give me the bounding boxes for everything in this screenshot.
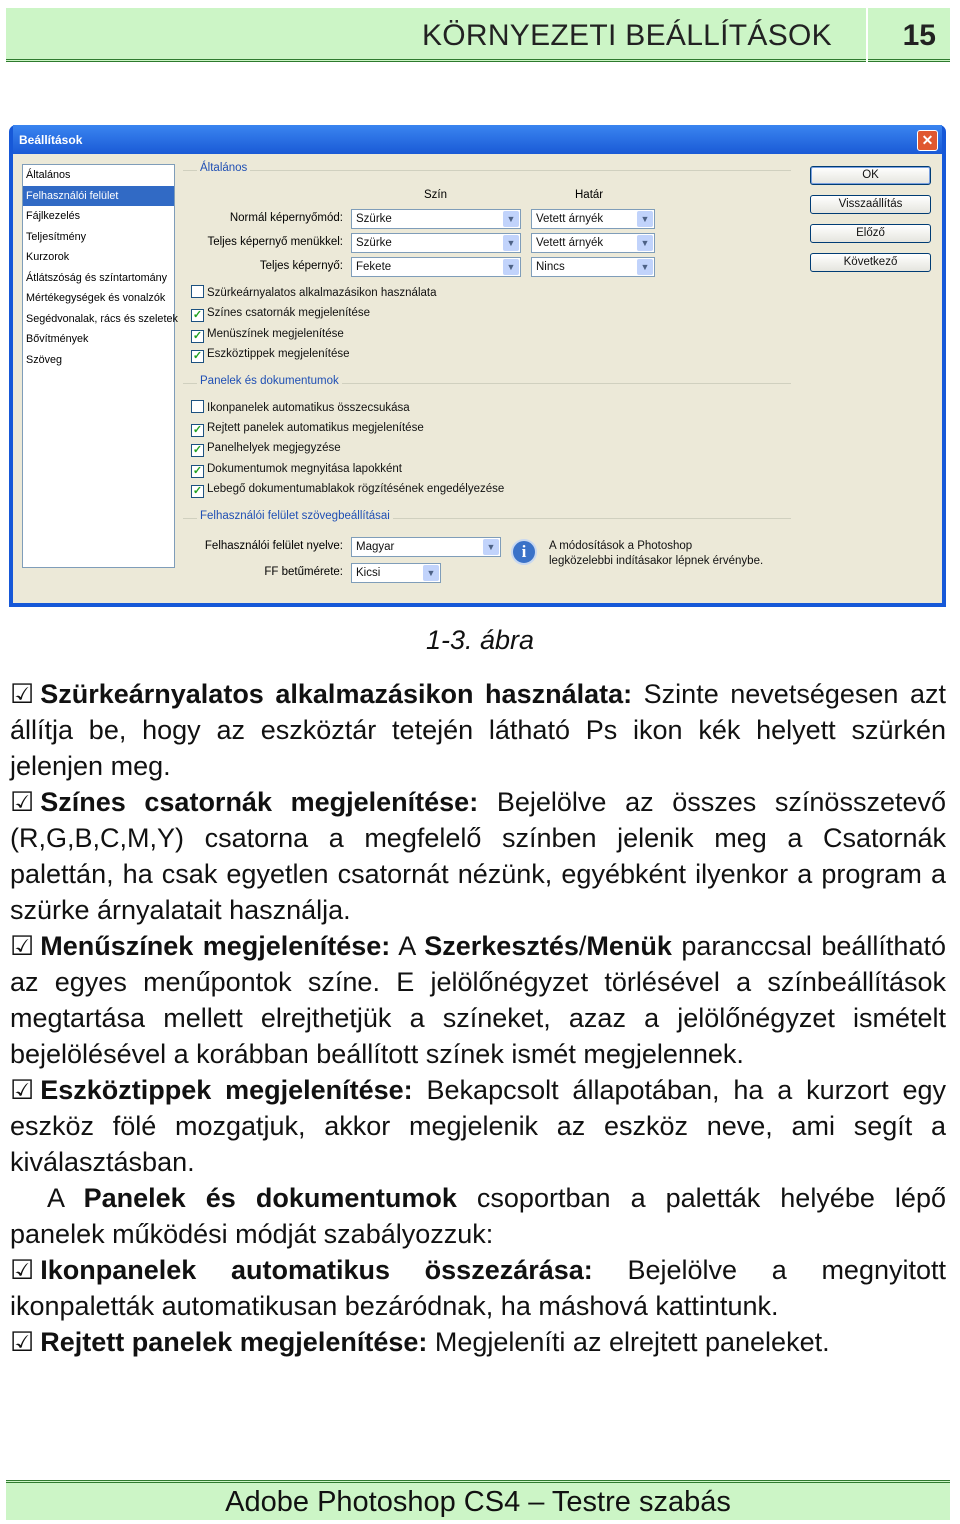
term: Ikonpanelek automatikus összezárása:	[40, 1255, 593, 1285]
category-list	[22, 164, 178, 568]
nav-item-transparency[interactable]: Átlátszóság és színtartomány	[26, 271, 168, 284]
page-header	[6, 8, 950, 62]
description: Bejelölve a megnyitott ikonpaletták automatikusan bezáródnak, ha máshová kattintunk.	[10, 1255, 946, 1321]
nav-item-type[interactable]: Szöveg	[26, 353, 63, 366]
checkbox-label: Rejtett panelek automatikus megjelenítése	[207, 422, 424, 434]
chevron-down-icon: ▼	[637, 211, 653, 227]
fullmenu-color-value: Szürke	[356, 237, 392, 249]
checkbox-remember-panel-locations[interactable]	[191, 441, 341, 457]
term: Szürkeárnyalatos alkalmazásikon használata:	[40, 679, 633, 709]
checkbox-label: Ikonpanelek automatikus összecsukása	[207, 402, 410, 414]
normal-color-select[interactable]	[351, 209, 521, 229]
description: Megjeleníti az elrejtett paneleket.	[427, 1327, 830, 1357]
checkbox-box[interactable]	[191, 400, 204, 413]
checkbox-icon: ☑	[10, 1327, 35, 1357]
checkbox-box[interactable]: ✓	[192, 485, 203, 497]
paragraph	[10, 1324, 946, 1360]
normal-border-select[interactable]	[531, 209, 655, 229]
paragraph	[10, 1072, 946, 1180]
checkbox-label: Eszköztippek megjelenítése	[207, 348, 350, 360]
checkbox-color-channels[interactable]	[191, 306, 370, 322]
checkbox-label: Menüszínek megjelenítése	[207, 328, 344, 340]
nav-item-plugins[interactable]: Bővítmények	[26, 333, 89, 345]
group-ui-text	[183, 510, 791, 522]
dialog-titlebar	[13, 125, 942, 154]
note-line-1: A módosítások a Photoshop	[549, 540, 693, 552]
checkbox-icon: ☑	[10, 679, 35, 709]
note-line-2: legközelebbi indításakor lépnek érvénybe.	[549, 555, 764, 567]
chevron-down-icon: ▼	[637, 259, 653, 275]
term: Színes csatornák megjelenítése:	[40, 787, 479, 817]
chevron-down-icon: ▼	[423, 565, 439, 581]
paragraph	[10, 1180, 946, 1252]
close-icon[interactable]: ✕	[917, 130, 938, 151]
checkbox-icon: ☑	[10, 931, 35, 961]
page-number: 15	[902, 19, 936, 52]
checkbox-box[interactable]	[191, 285, 204, 298]
ui-font-size-value: Kicsi	[356, 567, 381, 579]
description: Szinte nevetségesen azt állítja be, hogy az eszköztár tetején látható Ps ikon kék helyett szürkén jelenjen meg.	[10, 679, 946, 781]
row-fullmenu-label: Teljes képernyő menükkel:	[207, 236, 343, 248]
checkbox-box[interactable]: ✓	[192, 309, 203, 321]
group-general	[183, 162, 791, 174]
nav-item-guides[interactable]: Segédvonalak, rács és szeletek	[26, 312, 178, 325]
checkbox-show-hidden-panels[interactable]	[191, 421, 424, 437]
checkbox-menu-colors[interactable]	[191, 327, 344, 343]
dialog-title: Beállítások	[19, 133, 83, 147]
description: A	[390, 931, 425, 961]
term: Eszköztippek megjelenítése:	[40, 1075, 413, 1105]
nav-item-general[interactable]: Általános	[26, 169, 71, 181]
nav-item-performance[interactable]: Teljesítmény	[26, 230, 87, 243]
body-text	[10, 676, 946, 1360]
nav-item-cursors[interactable]: Kurzorok	[26, 251, 70, 263]
chevron-down-icon: ▼	[503, 235, 519, 251]
footer-text: Adobe Photoshop CS4 – Testre szabás	[225, 1486, 731, 1518]
normal-color-value: Szürke	[356, 213, 392, 225]
fullmenu-color-select[interactable]	[351, 233, 521, 253]
col-border-header: Határ	[575, 189, 604, 201]
ui-language-label: Felhasználói felület nyelve:	[204, 540, 343, 552]
prev-button[interactable]: Előző	[810, 224, 931, 243]
checkbox-floating-docking[interactable]	[191, 482, 504, 498]
paragraph	[10, 784, 946, 928]
group-ui-text-label: Felhasználói felület szövegbeállításai	[197, 510, 393, 522]
nav-item-file-handling[interactable]: Fájlkezelés	[26, 210, 81, 222]
description: /	[578, 931, 587, 961]
paragraph	[10, 1252, 946, 1324]
checkbox-box[interactable]: ✓	[192, 465, 203, 477]
chevron-down-icon: ▼	[503, 259, 519, 275]
description: paranccsal beállítható az egyes menűpontok színe. E jelölőnégyzet törlésével a színbeállítások megtartása mellett elrejthetjük a színeket, azaz a jelölőnégyzet ismételt bejelölésével a korábban beállított színek ismét megjelennek.	[10, 931, 946, 1069]
full-border-value: Nincs	[536, 261, 565, 273]
full-color-value: Fekete	[356, 261, 392, 273]
term: Szerkesztés	[424, 931, 579, 961]
checkbox-grayscale-icon[interactable]	[191, 285, 436, 300]
ui-font-size-label: FF betűmérete:	[264, 566, 343, 578]
full-border-select[interactable]	[531, 257, 655, 277]
fullmenu-border-value: Vetett árnyék	[536, 237, 604, 249]
next-button[interactable]: Következő	[810, 253, 931, 272]
chevron-down-icon: ▼	[483, 539, 499, 555]
checkbox-icon: ☑	[10, 1255, 35, 1285]
checkbox-open-as-tabs[interactable]	[191, 462, 402, 478]
chapter-title: KÖRNYEZETI BEÁLLÍTÁSOK	[421, 19, 832, 52]
checkbox-box[interactable]: ✓	[192, 330, 203, 342]
ui-language-value: Magyar	[356, 541, 395, 553]
col-color-header: Szín	[424, 189, 448, 201]
checkbox-label: Lebegő dokumentumablakok rögzítésének engedélyezése	[207, 483, 505, 495]
info-icon: i	[511, 539, 537, 565]
group-panels	[183, 375, 791, 387]
settings-dialog	[9, 125, 946, 607]
checkbox-box[interactable]: ✓	[192, 444, 203, 456]
nav-item-units[interactable]: Mértékegységek és vonalzók	[26, 292, 166, 304]
group-general-label: Általános	[197, 162, 250, 174]
checkbox-label: Szürkeárnyalatos alkalmazásikon használata	[207, 287, 437, 299]
description: csoportban a paletták helyébe lépő panelek működési módját szabályozzuk:	[10, 1183, 946, 1249]
ok-button[interactable]: OK	[810, 166, 931, 185]
row-normal-label: Normál képernyőmód:	[229, 212, 343, 224]
paragraph	[10, 928, 946, 1072]
checkbox-icon: ☑	[10, 1075, 35, 1105]
checkbox-box[interactable]: ✓	[192, 350, 203, 362]
row-full-label: Teljes képernyő:	[259, 260, 343, 272]
paragraph	[10, 676, 946, 784]
term: Panelek és dokumentumok	[83, 1183, 457, 1213]
header-separator	[866, 8, 868, 62]
nav-item-interface[interactable]: Felhasználói felület	[23, 186, 174, 207]
ui-font-size-select[interactable]	[351, 563, 441, 583]
figure-caption: 1-3. ábra	[425, 625, 535, 655]
description: A	[47, 1183, 84, 1213]
checkbox-icon: ☑	[10, 787, 35, 817]
fullmenu-border-select[interactable]	[531, 233, 655, 253]
checkbox-label: Panelhelyek megjegyzése	[207, 442, 341, 454]
ui-language-select[interactable]	[351, 537, 501, 557]
page-footer	[6, 1480, 950, 1520]
description: Bejelölve az összes színösszetevő (R,G,B,C,M,Y) csatorna a megfelelő színben jelenik meg a Csatornák palettán, ha csak egyetlen csatornát nézünk, egyébként ilyenkor a program a szürke árnyalatait használja.	[10, 787, 946, 925]
checkbox-label: Dokumentumok megnyitása lapokként	[207, 463, 402, 475]
normal-border-value: Vetett árnyék	[536, 213, 604, 225]
full-color-select[interactable]	[351, 257, 521, 277]
term: Menűszínek megjelenítése:	[40, 931, 391, 961]
term: Rejtett panelek megjelenítése:	[40, 1327, 428, 1357]
checkbox-collapse-icon-panels[interactable]	[191, 400, 410, 415]
term: Menük	[586, 931, 672, 961]
description: Bekapcsolt állapotában, ha a kurzort egy eszköz fölé mozgatjuk, akkor megjelenik az eszköz neve, ami segít a kiválasztásban.	[10, 1075, 947, 1177]
checkbox-label: Színes csatornák megjelenítése	[207, 307, 371, 319]
reset-button[interactable]: Visszaállítás	[810, 195, 931, 214]
chevron-down-icon: ▼	[637, 235, 653, 251]
dialog-body	[13, 154, 942, 603]
checkbox-tooltips[interactable]	[191, 347, 350, 363]
restart-note	[549, 539, 763, 569]
group-panels-label: Panelek és dokumentumok	[197, 375, 342, 387]
checkbox-box[interactable]: ✓	[192, 424, 203, 436]
chevron-down-icon: ▼	[503, 211, 519, 227]
